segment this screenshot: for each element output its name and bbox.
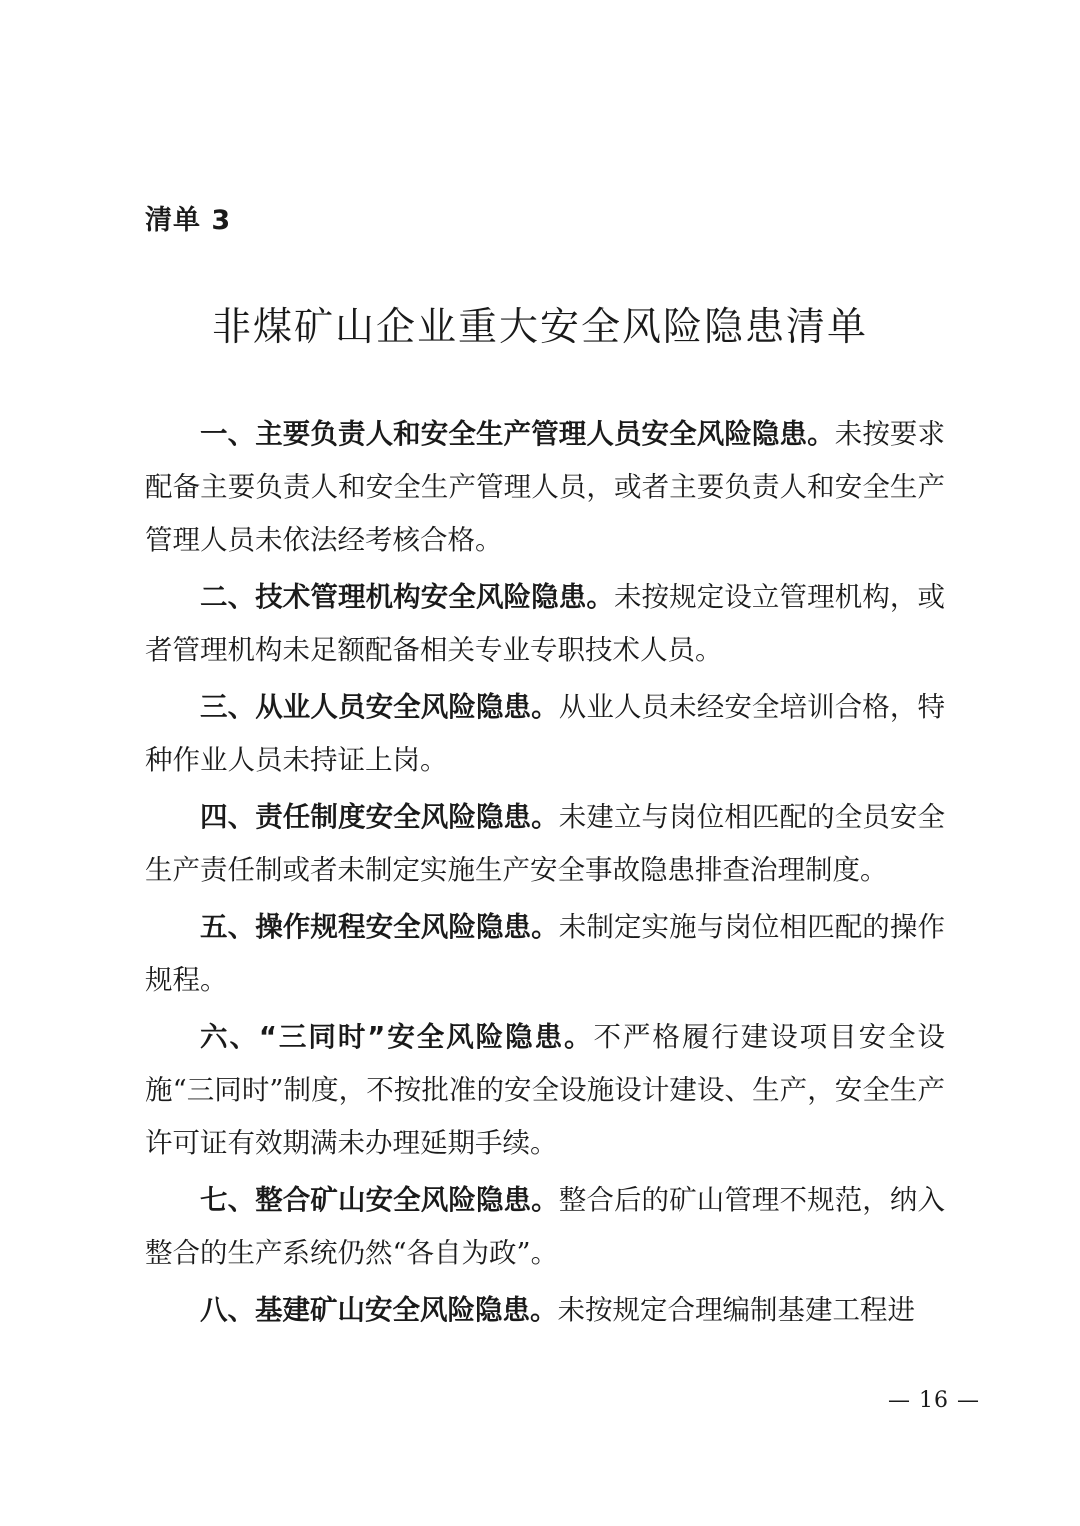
item-heading: 八、基建矿山安全风险隐患。 xyxy=(200,1294,558,1326)
list-item xyxy=(145,1174,945,1280)
item-text: 未按规定合理编制基建工程进 xyxy=(557,1294,915,1326)
list-label: 清单 3 xyxy=(145,205,232,236)
list-item xyxy=(145,408,945,567)
list-item xyxy=(145,571,945,677)
list-item xyxy=(145,1284,945,1337)
item-heading: 三、从业人员安全风险隐患。 xyxy=(200,691,559,723)
item-heading: 二、技术管理机构安全风险隐患。 xyxy=(200,581,614,613)
list-item xyxy=(145,791,945,897)
document-title: 非煤矿山企业重大安全风险隐患清单 xyxy=(211,305,868,350)
item-heading: 四、责任制度安全风险隐患。 xyxy=(200,801,559,833)
item-text: 不严格履行建设项目安全设施“三同时”制度，不按批准的安全设施设计建设、生产，安全生产许可证有效期满未办理延期手续。 xyxy=(145,1021,945,1159)
item-text: 未按规定设立管理机构，或者管理机构未足额配备相关专业专职技术人员。 xyxy=(145,581,946,666)
list-item xyxy=(145,1011,945,1170)
item-text: 未制定实施与岗位相匹配的操作规程。 xyxy=(145,911,945,996)
list-item xyxy=(145,681,945,787)
item-text: 未按要求配备主要负责人和安全生产管理人员，或者主要负责人和安全生产管理人员未依法经考核合格。 xyxy=(145,418,946,556)
item-text: 未建立与岗位相匹配的全员安全生产责任制或者未制定实施生产安全事故隐患排查治理制度。 xyxy=(145,801,945,886)
document-body xyxy=(145,408,945,1341)
list-item xyxy=(145,901,945,1007)
item-text: 整合后的矿山管理不规范，纳入整合的生产系统仍然“各自为政”。 xyxy=(145,1184,945,1269)
page-number: — 16 — xyxy=(888,1388,980,1413)
item-text: 从业人员未经安全培训合格，特种作业人员未持证上岗。 xyxy=(145,691,945,776)
item-heading: 七、整合矿山安全风险隐患。 xyxy=(200,1184,559,1216)
item-heading: 六、“三同时”安全风险隐患。 xyxy=(200,1021,594,1053)
item-heading: 一、主要负责人和安全生产管理人员安全风险隐患。 xyxy=(200,418,835,450)
item-heading: 五、操作规程安全风险隐患。 xyxy=(200,911,559,943)
